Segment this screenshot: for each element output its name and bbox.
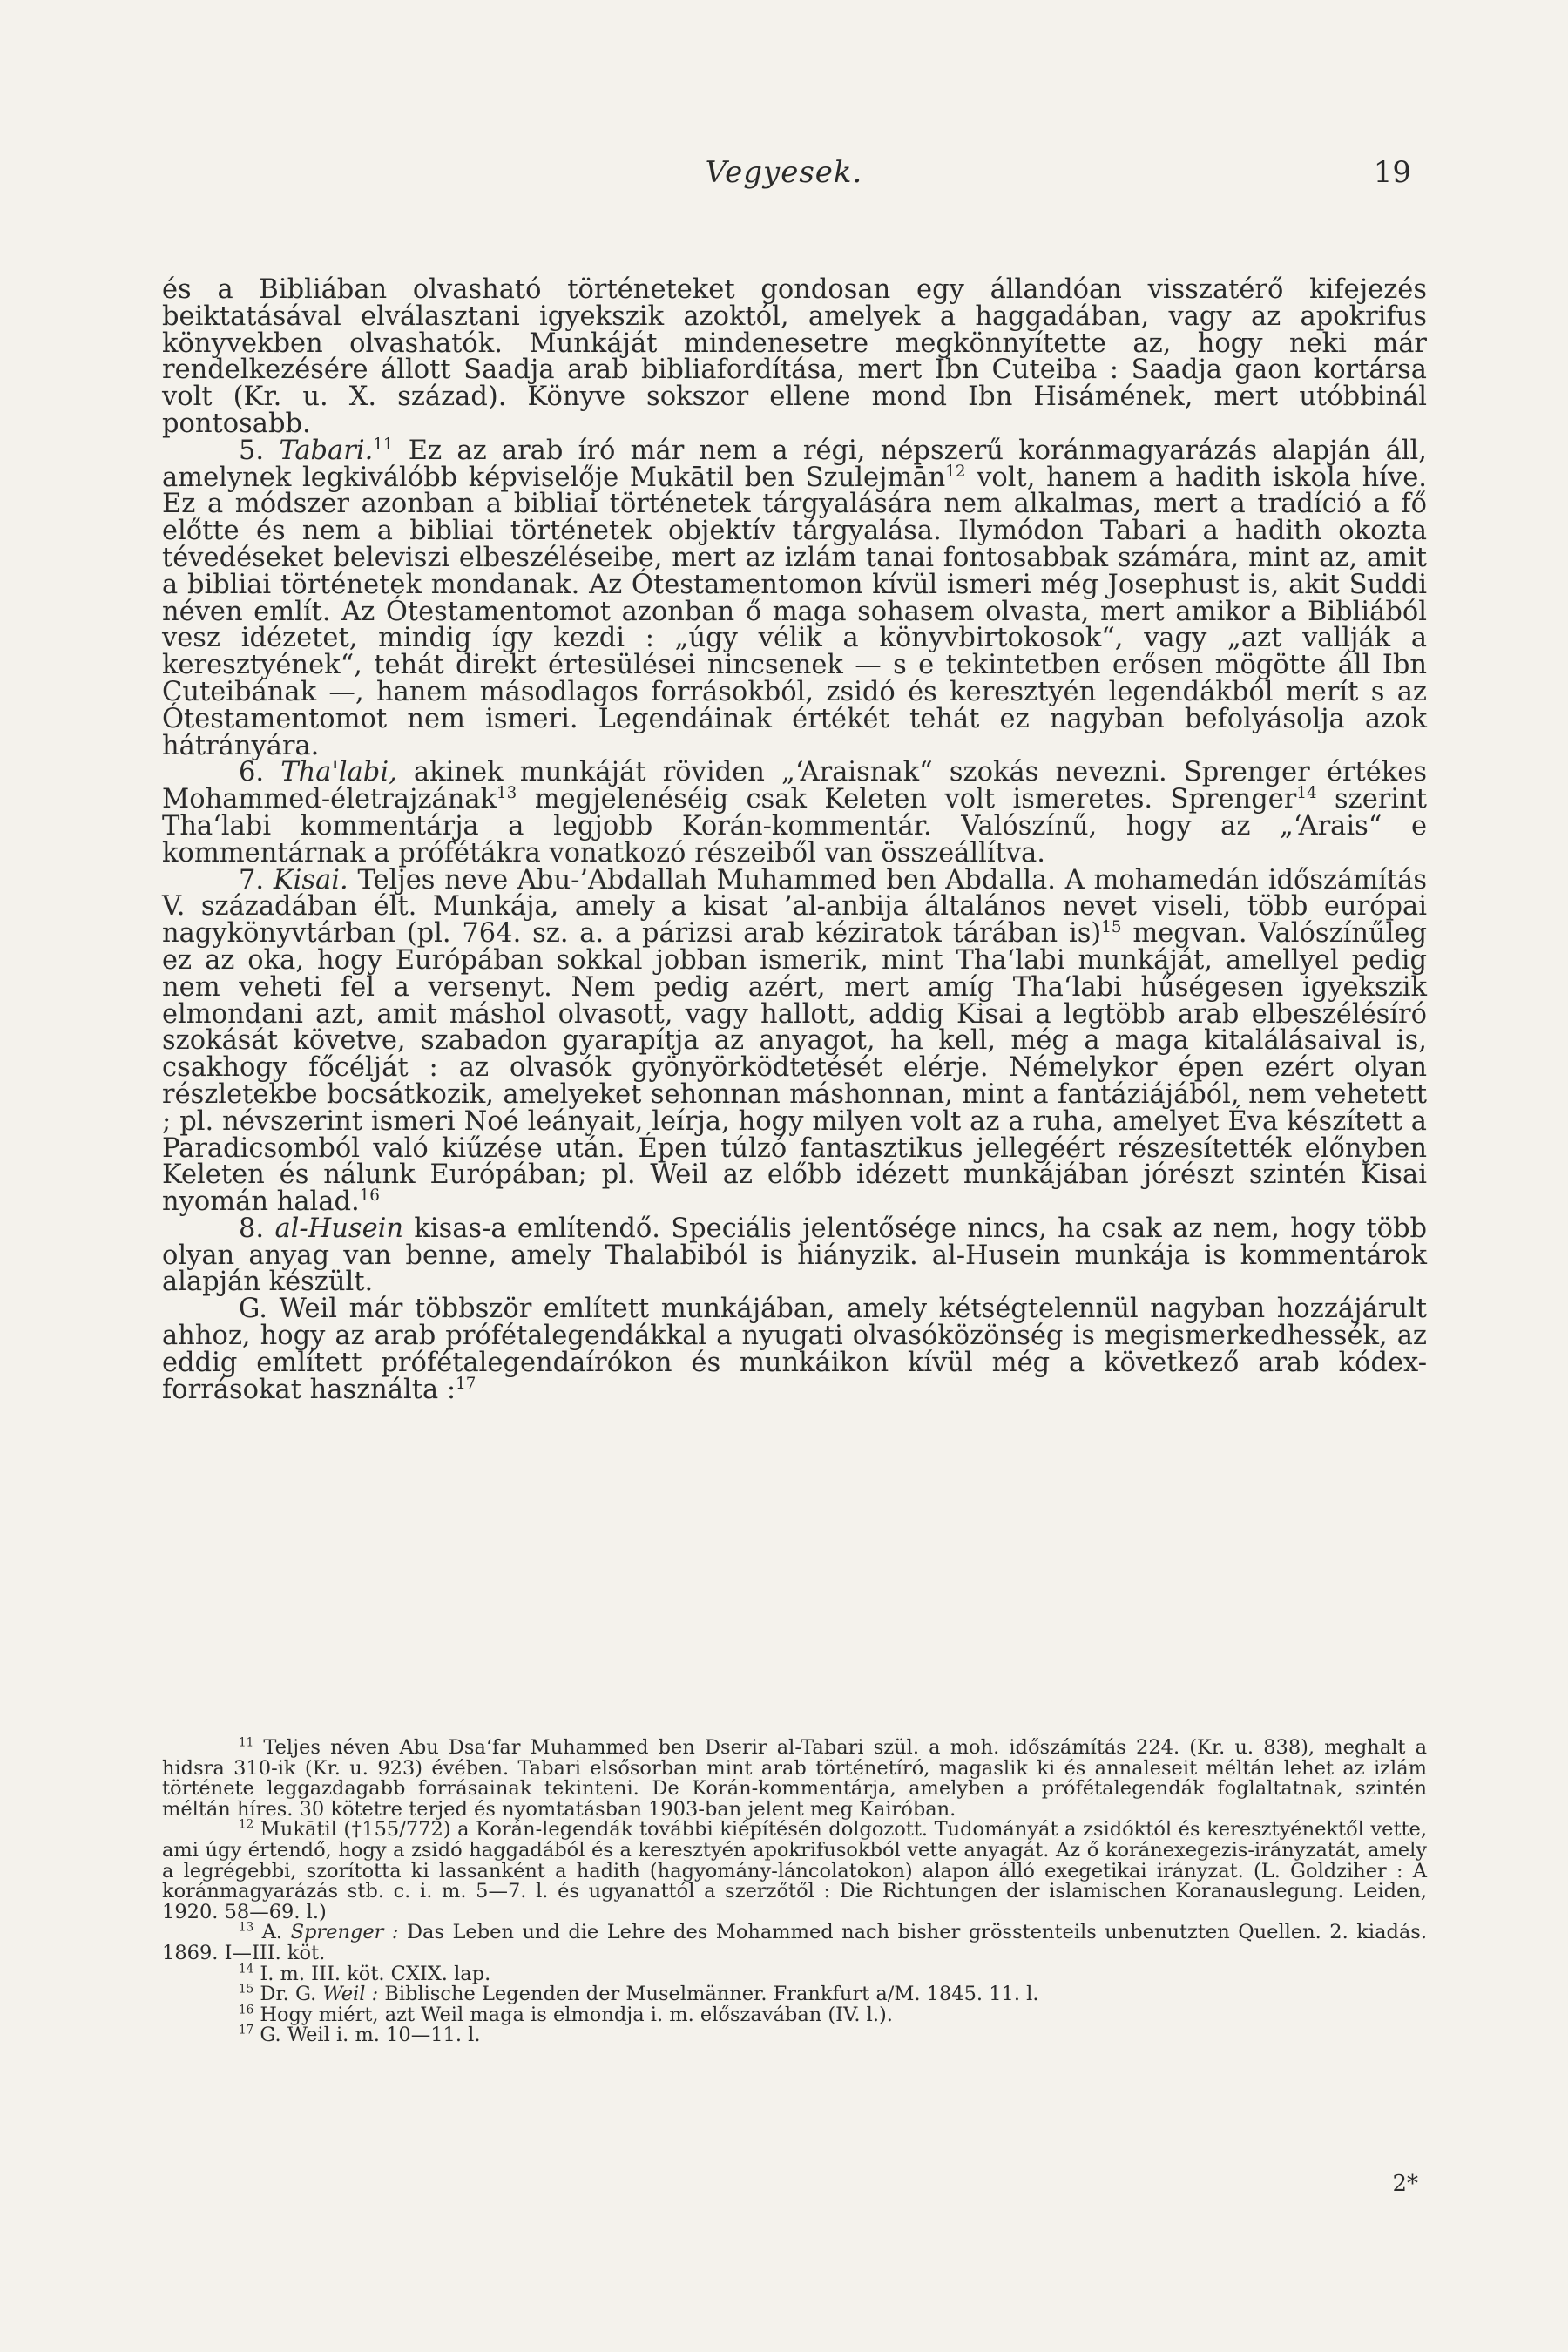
running-head: Vegyesek. [705,155,863,190]
page-number: 19 [1373,155,1411,190]
footnote-15 [162,1984,1427,2005]
footnote-ref: 11 [239,1735,254,1750]
text-run: Teljes neve Abu-’Abdallah Muhammed ben Abdalla. A mohamedán időszámítás V. századában élt. Munkája, amely a kisat ’al-anbija általános nevet viseli, több európai nagykönyvtárban (pl. 764. sz. a. a párizsi arab kéziratok tárában is) [162,864,1428,950]
text-run: A. [253,1921,291,1944]
text-run: Ez az arab író már nem a régi, népszerű koránmagyarázás alapján áll, amelynek legkiválóbb képviselője Mukātil ben Szulejmān [162,435,1428,493]
footnote-ref: 15 [239,1982,254,1997]
text-run: 5. [239,435,280,466]
footnote-ref: 14 [1296,783,1317,802]
paragraph-weil [162,1296,1427,1403]
text-run: megjelenéséig csak Keleten volt ismeretes. Sprenger [517,784,1297,815]
text-run: szerint Tha‘labi kommentárja a legjobb Korán-kommentár. Valószínű, hogy az „‘Arais“ e kommentárnak a prófétákra vonatkozó részeiből van összeállítva. [162,784,1427,868]
footnote-ref: 11 [373,435,394,454]
text-run: I. m. III. köt. CXIX. lap. [253,1962,491,1985]
footnotes [162,1735,1428,2047]
footnote-ref: 13 [239,1920,254,1935]
text-run: Hogy miért, azt Weil maga is elmondja i. m. előszavában (IV. l.). [253,2003,893,2026]
paragraph-thalabi [162,757,1427,868]
footnote-ref: 14 [239,1962,254,1977]
text-run: kisas-a említendő. Speciális jelentősége nincs, ha csak az nem, hogy több olyan anyag van benne, amely Thalabiból is hiányzik. al-Husein munkája is kommentárok alapján készült. [162,1213,1428,1298]
paragraph-tabari [162,435,1428,761]
italic-term: Tha'labi, [280,757,397,788]
text-run: Teljes néven Abu Dsa‘far Muhammed ben Dserir al-Tabari szül. a moh. időszámítás 224. (Kr. u. 838), meghalt a hidsra 310-ik (Kr. u. 923) évében. Tabari elsősorban mint arab történetíró, magaslik ki és annaleseit méltán lehet az izlám története leggazdagabb forrásainak tekinteni. De Korán-kommentárja, amelyben a prófétalegendák foglaltatnak, szintén méltán híres. 30 kötetre terjed és nyomtatásban 1903-ban jelent meg Kairóban. [162,1736,1427,1821]
italic-term: Sprenger : [290,1921,399,1944]
text-run: 6. [239,757,281,788]
footnote-14 [162,1964,1427,1985]
paragraph-kisai [162,864,1428,1218]
text-run: megvan. Valószínűleg ez az oka, hogy Európában sokkal jobban ismerik, mint Tha‘labi munkáját, amellyel pedig nem veheti fel a versenyt. Nem pedig azért, mert amíg Tha‘labi hűségesen igyekszik elmondani azt, amit máshol olvasott, vagy hallott, addig Kisai a legtöbb arab elbeszélésíró szokását követve, szabadon gyarapítja az anyagot, ha kell, még a maga kitalálásaival is, csakhogy főcélját : az olvasók gyönyörködtetését elérje. Némelykor épen ezért olyan részletekbe bocsátkozik, amelyeket sehonnan máshonnan, mint a fantáziájából, nem vehetett ; pl. névszerint ismeri Noé leányait, leírja, hogy milyen volt az a ruha, amelyet Éva készített a Paradicsomból való kiűzése után. Épen túlzó fantasztikus jellegéért részesítették előnyben Keleten és nálunk Európában; pl. Weil az előbb idézett munkájában jórészt szintén Kisai nyomán halad. [162,918,1428,1218]
footnote-ref: 12 [239,1817,254,1832]
footnote-ref: 15 [1101,917,1122,936]
text-run: 7. [239,864,274,896]
text-run: 8. [239,1213,275,1244]
footnote-ref: 16 [359,1186,380,1205]
text-run: és a Bibliában olvasható történeteket gondosan egy állandóan visszatérő kifejezés beiktatásával elválasztani igyekszik azoktól, amelyek a haggadában, vagy az apokrifus könyvekben olvashatók. Munkáját mindenesetre megkönnyítette az, hogy neki már rendelkezésére állott Saadja arab bibliafordítása, mert Ibn Cuteiba : Saadja gaon kortársa volt (Kr. u. X. század). Könyve sokszor ellene mond Ibn Hisámének, mert utóbbinál pontosabb. [162,274,1427,439]
footnote-ref: 13 [497,783,517,802]
footnote-16 [162,2005,1427,2026]
italic-term: al-Husein [274,1213,404,1244]
paragraph-continuation [162,274,1427,439]
text-run: G. Weil már többször említett munkájában, amely kétségtelennül nagyban hozzájárult ahhoz, hogy az arab prófétalegendákkal a nyugati olvasóközönség is megismerkedhessék, az eddig említett prófétalegendaírókon és munkáikon kívül még a következő arab kódex-forrásokat használta : [162,1294,1427,1405]
footnote-ref: 17 [239,2023,254,2038]
footnote-13 [162,1920,1428,1964]
page-header [157,155,1411,199]
italic-term: Tabari. [279,435,374,466]
footnote-ref: 17 [456,1374,476,1393]
main-text [162,274,1428,1405]
text-run: Das Leben und die Lehre des Mohammed nach bisher grösstenteils unbenutzten Quellen. 2. kiadás. 1869. I—III. köt. [162,1921,1428,1964]
footnote-ref: 16 [239,2003,254,2017]
italic-term: Weil : [322,1983,379,2006]
footnote-ref: 12 [945,462,966,481]
signature-mark: 2* [1392,2171,1418,2197]
text-run: Mukātil (†155/772) a Korán-legendák további kiépítésén dolgozott. Tudományát a zsidóktól és keresztyénektől vette, ami úgy értendő, hogy a zsidó haggadából és a keresztyén apokrifusokból vette anyagát. Az ő koránexegezis-irányzatát, amely a legrégebbi, szorította ki lassanként a hadith (hagyomány-láncolatokon) alapon álló exegetikai irányzat. (L. Goldziher : A koránmagyarázás stb. c. i. m. 5—7. l. és ugyanattól a szerzőtől : Die Richtungen der islamischen Koranauslegung. Leiden, 1920. 58—69. l.) [162,1818,1427,1923]
text-run: G. Weil i. m. 10—11. l. [253,2024,481,2047]
text-run: Biblische Legenden der Muselmänner. Frankfurt a/M. 1845. 11. l. [378,1983,1039,2006]
italic-term: Kisai. [273,864,348,896]
paragraph-al-husein [162,1213,1428,1298]
footnote-17 [162,2025,1427,2046]
text-run: akinek munkáját röviden „‘Araisnak“ szokás nevezni. Sprenger értékes Mohammed-életrajzának [162,757,1427,815]
footnote-12 [162,1817,1427,1923]
text-run: volt, hanem a hadith iskola híve. Ez a módszer azonban a bibliai történetek tárgyalására nem alkalmas, mert a tradíció a fő előtte és nem a bibliai történetek objektív tárgyalása. Ilymódon Tabari a hadith okozta tévedéseket beleviszi elbeszéléseibe, mert az izlám tanai fontosabbak számára, mint az, amit a bibliai történetek mondanak. Az Ótestamentomon kívül ismeri még Josephust is, akit Suddi néven említ. Az Ótestamentomot azonban ő maga sohasem olvasta, mert amikor a Bibliából vesz idézetet, mindig így kezdi : „úgy vélik a könyvbirtokosok“, vagy „azt vallják a keresztyének“, tehát direkt értesülései nincsenek — s e tekintetben erősen mögötte áll Ibn Cuteibának —, hanem másodlagos forrásokból, zsidó és keresztyén legendákból merít s az Ótestamentomot nem ismeri. Legendáinak értékét tehát ez nagyban befolyásolja azok hátrányára. [162,462,1427,761]
footnote-11 [162,1735,1427,1821]
text-run: Dr. G. [253,1983,323,2006]
